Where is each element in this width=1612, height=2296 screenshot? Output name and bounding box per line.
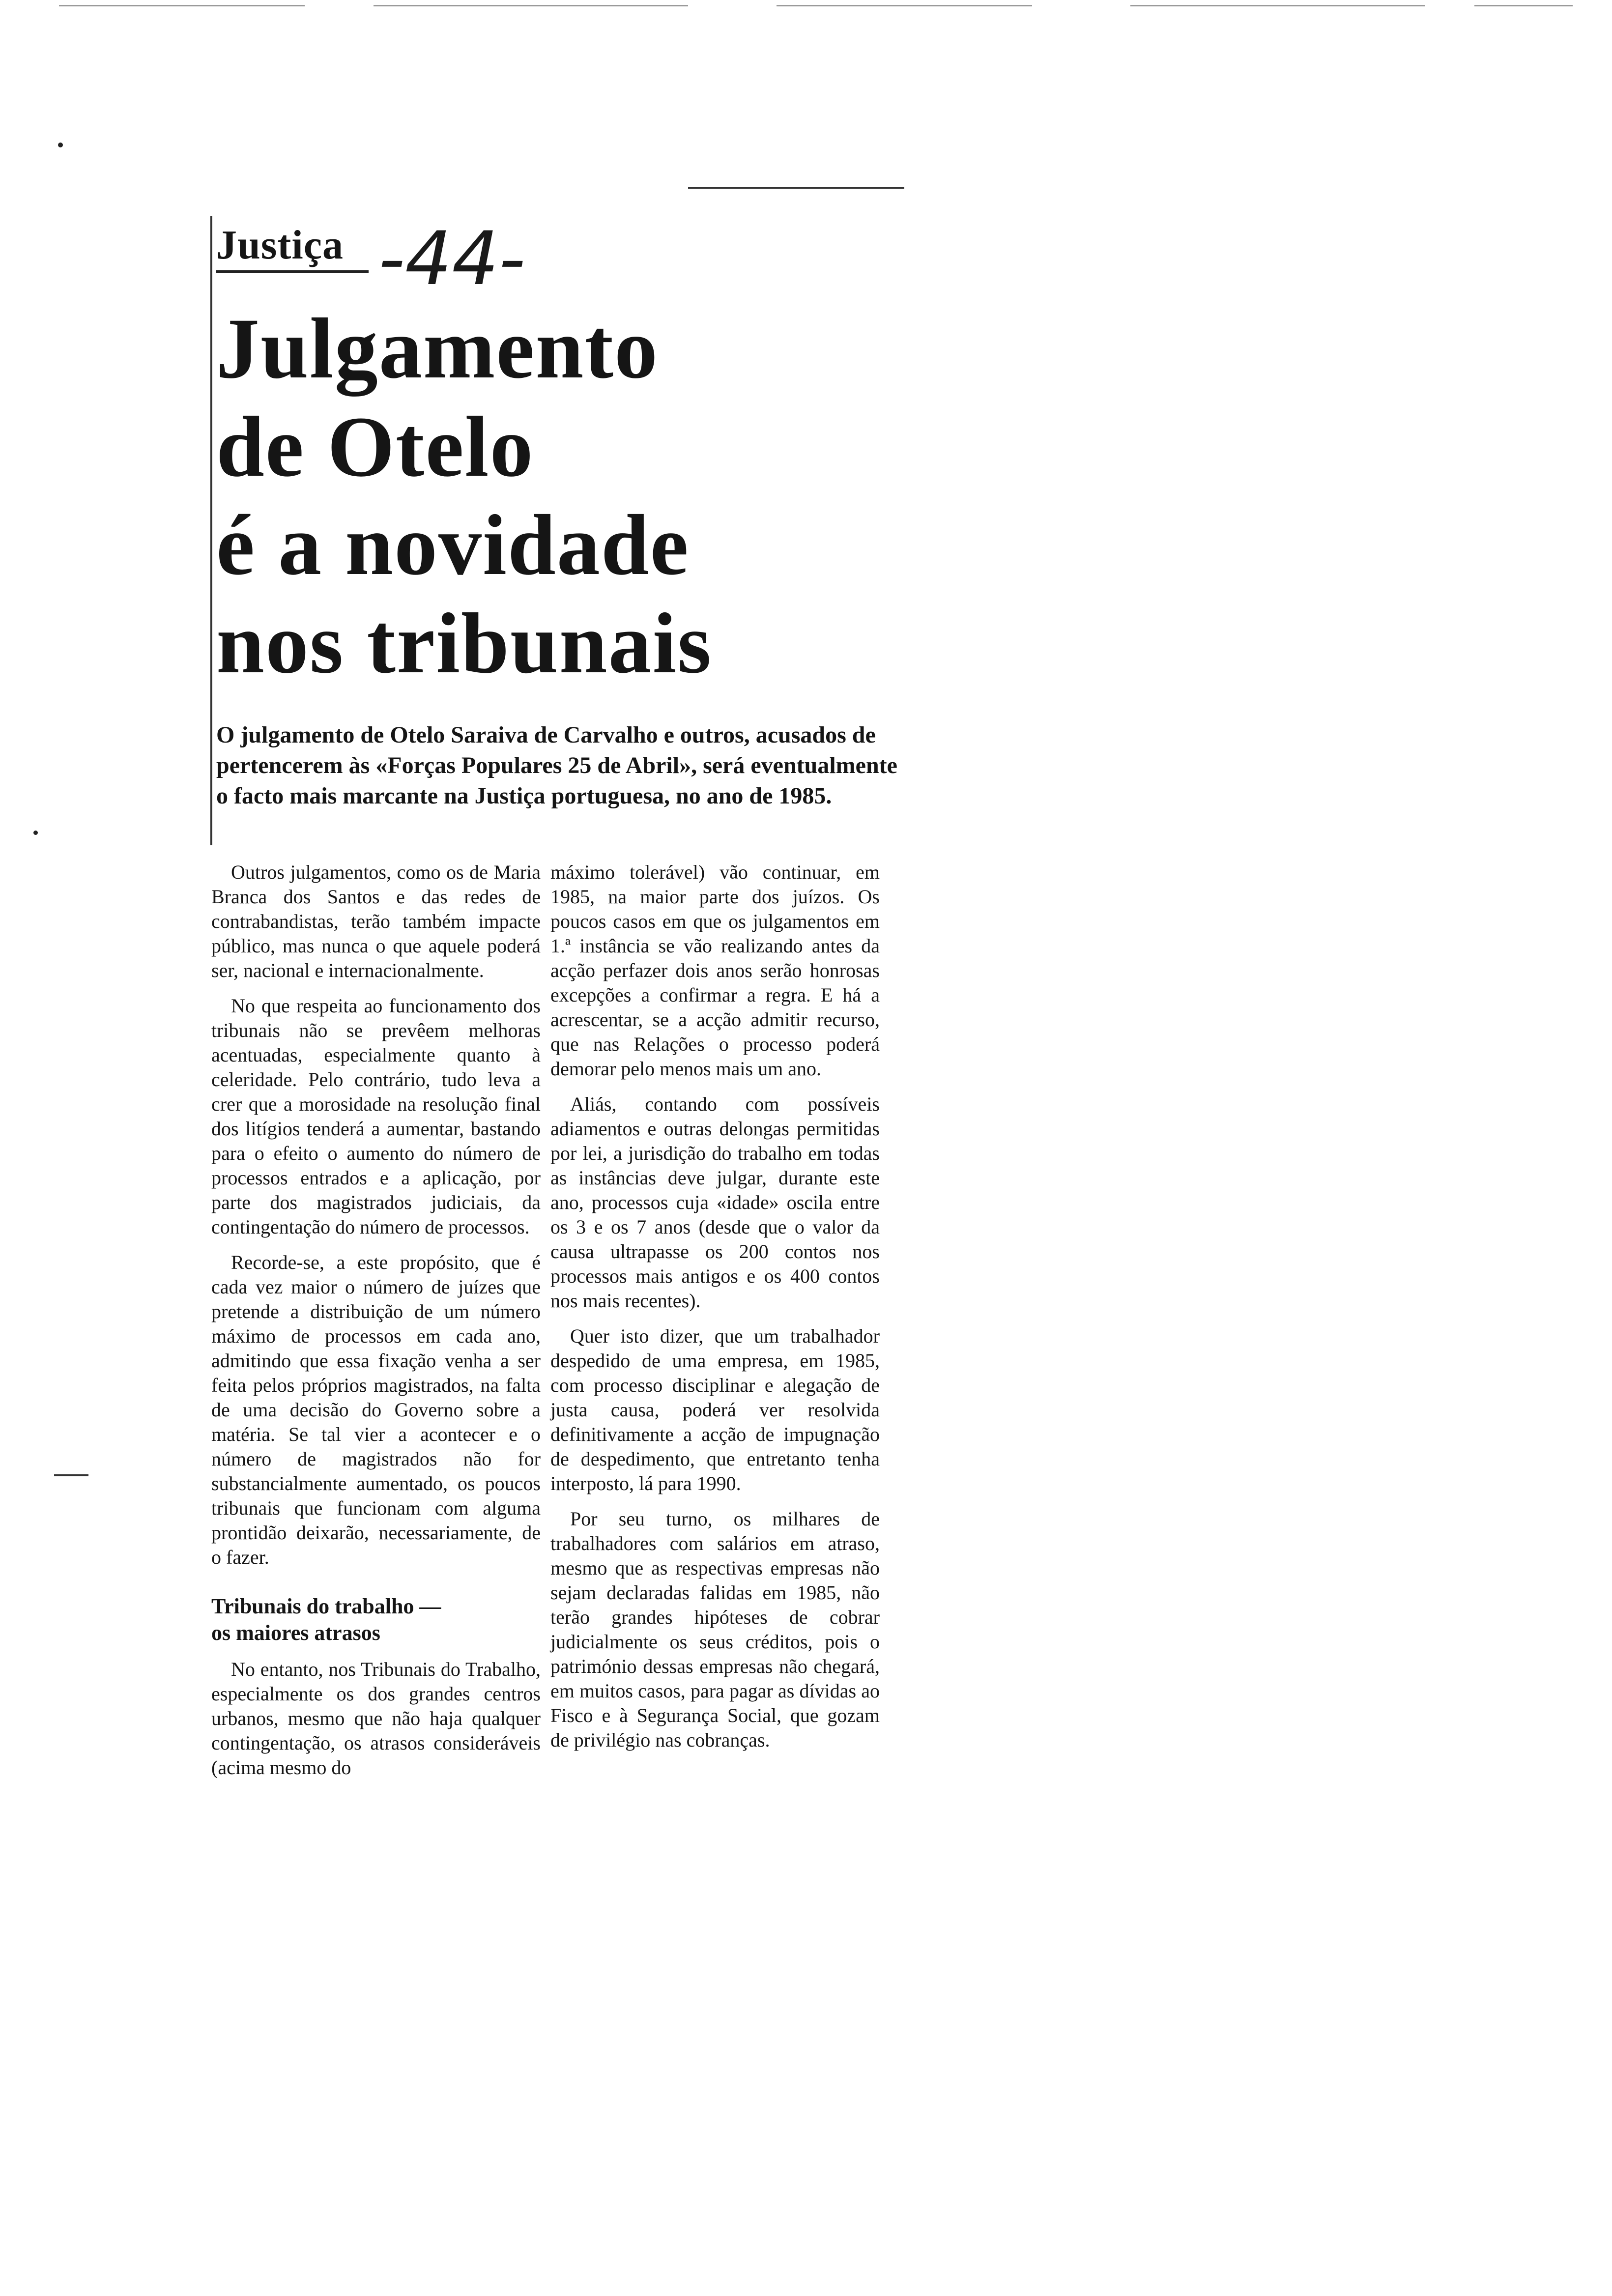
- section-underline: [216, 270, 369, 273]
- left-column: [211, 860, 541, 1791]
- body-paragraph: Recorde-se, a este propósito, que é cada vez maior o número de juízes que pretende a distribuição de um número máximo de processos em cada ano, admitindo que essa fixação venha a ser feita pelos próprios magistrados, na falta de uma decisão do Governo sobre a matéria. Se tal vier a acontecer e o número de magistrados não for substancialmente aumentado, os poucos tribunais que funcionam com alguma prontidão deixarão, necessariamente, de o fazer.: [211, 1251, 541, 1568]
- column-rule: [210, 216, 212, 845]
- subheading: [211, 1593, 541, 1646]
- right-column: [550, 860, 880, 1763]
- body-paragraph: Outros julgamentos, como os de Maria Branca dos Santos e das redes de contrabandistas, terão também impacte público, mas nunca o que aquele poderá ser, nacional e internacionalmente.: [211, 861, 541, 981]
- section-label: Justiça: [216, 222, 344, 268]
- top-rule: [688, 187, 904, 189]
- subheading-line: Tribunais do trabalho —: [211, 1594, 441, 1618]
- scan-edge-line: [59, 5, 305, 6]
- scan-edge-line: [777, 5, 1032, 6]
- scan-speck: [58, 143, 63, 147]
- body-paragraph: No entanto, nos Tribunais do Trabalho, especialmente os dos grandes centros urbanos, mesmo que não haja qualquer contingentação, os atrasos consideráveis (acima mesmo do: [211, 1658, 541, 1779]
- body-paragraph: Quer isto dizer, que um trabalhador despedido de uma empresa, em 1985, com processo disciplinar e alegação de justa causa, poderá ver resolvida definitivamente a acção de impugnação de despedimento, que entretanto tenha interposto, lá para 1990.: [550, 1325, 880, 1494]
- body-paragraph: No que respeita ao funcionamento dos tribunais não se prevêem melhoras acentuadas, especialmente quanto à celeridade. Pelo contrário, tudo leva a crer que a morosidade na resolução final dos litígios tenderá a aumentar, bastando para o efeito o aumento do número de processos entrados e a aplicação, por parte dos magistrados judiciais, da contingentação do número de processos.: [211, 995, 541, 1238]
- headline-line: de Otelo: [216, 399, 534, 495]
- subheading-line: os maiores atrasos: [211, 1621, 380, 1645]
- headline-line: nos tribunais: [216, 596, 713, 691]
- newspaper-clipping: [197, 187, 904, 2054]
- headline: [216, 300, 712, 693]
- scan-edge-line: [1130, 5, 1425, 6]
- headline-line: Julgamento: [216, 301, 659, 397]
- body-paragraph: máximo tolerável) vão continuar, em 1985, na maior parte dos juízos. Os poucos casos em que os julgamentos em 1.ª instância se vão realizando antes da acção perfazer dois anos serão honrosas excepções a confirmar a regra. E há a acrescentar, se a acção admitir recurso, que nas Relações o processo poderá demorar pelo menos mais um ano.: [550, 861, 880, 1080]
- lead-paragraph: O julgamento de Otelo Saraiva de Carvalho e outros, acusados de pertencerem às «Forças Populares 25 de Abril», será eventualmente o facto mais marcante na Justiça portuguesa, no ano de 1985.: [216, 722, 897, 809]
- scan-margin-dash: [54, 1474, 88, 1476]
- handwritten-page-mark: -44-: [378, 216, 526, 302]
- body-paragraph: Por seu turno, os milhares de trabalhadores com salários em atraso, mesmo que as respectivas empresas não sejam declaradas falidas em 1985, não terão grandes hipóteses de cobrar judicialmente os seus créditos, pois o património dessas empresas não chegará, em muitos casos, para pagar as dívidas ao Fisco e à Segurança Social, que gozam de privilégio nas cobranças.: [550, 1508, 880, 1751]
- scan-speck: [33, 831, 38, 835]
- headline-line: é a novidade: [216, 497, 690, 593]
- scan-edge-line: [374, 5, 688, 6]
- scan-edge-line: [1474, 5, 1573, 6]
- body-paragraph: Aliás, contando com possíveis adiamentos e outras delongas permitidas por lei, a jurisdição do trabalho em todas as instâncias deve julgar, durante este ano, processos cuja «idade» oscila entre os 3 e os 7 anos (desde que o valor da causa ultrapasse os 200 contos nos processos mais antigos e os 400 contos nos mais recentes).: [550, 1093, 880, 1312]
